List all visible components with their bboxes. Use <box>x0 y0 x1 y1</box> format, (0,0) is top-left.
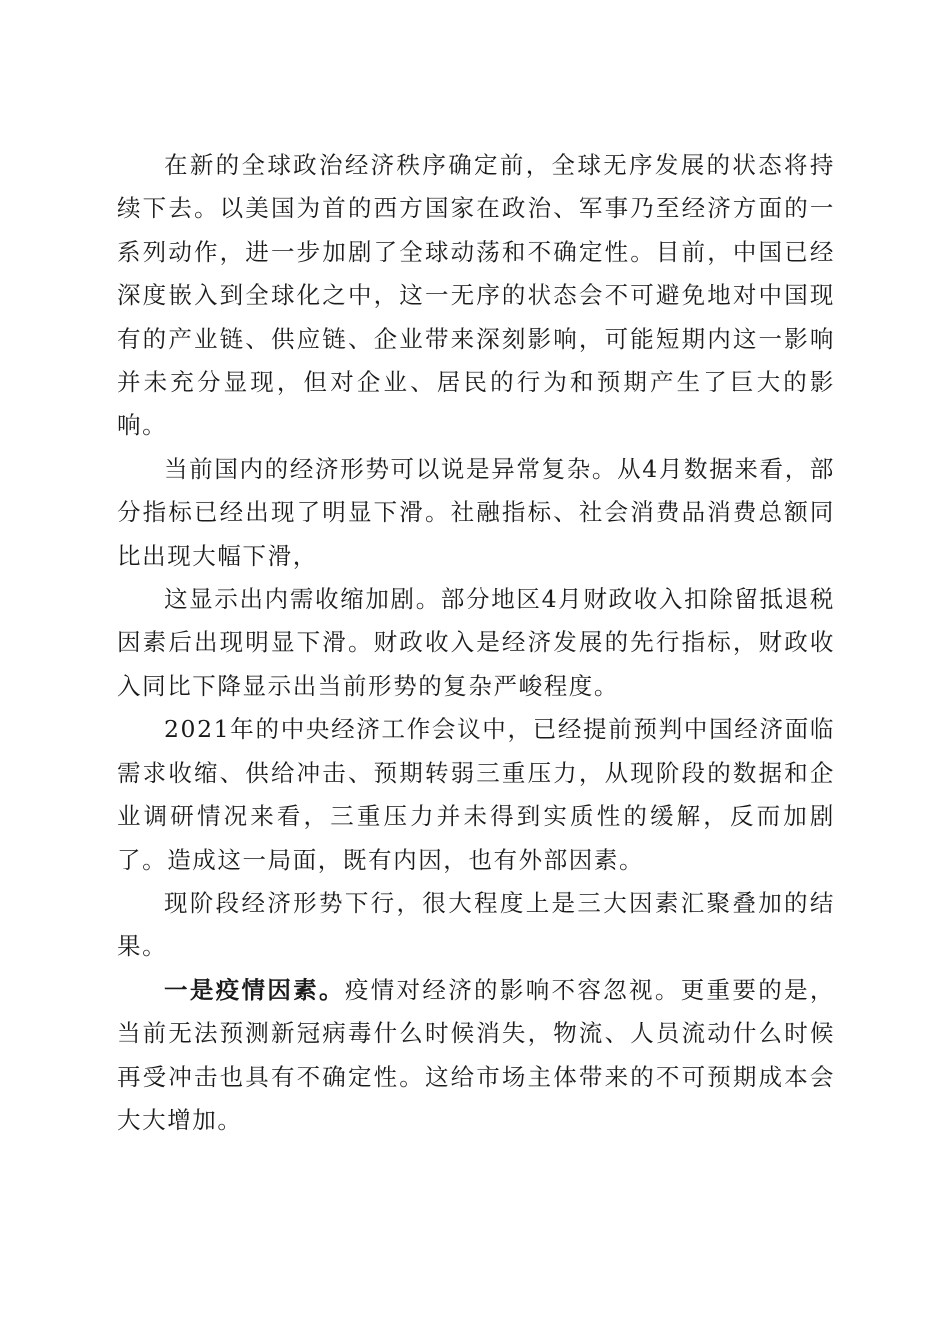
paragraph-economic-work-conference: 2021年的中央经济工作会议中，已经提前预判中国经济面临需求收缩、供给冲击、预期转弱三重压力，从现阶段的数据和企业调研情况来看，三重压力并未得到实质性的缓解，反而加剧了。造成这一局面，既有内因，也有外部因素。 <box>117 715 835 874</box>
paragraph-demand-contraction: 这显示出内需收缩加剧。部分地区4月财政收入扣除留抵退税因素后出现明显下滑。财政收入是经济发展的先行指标，财政收入同比下降显示出当前形势的复杂严峻程度。 <box>117 585 835 700</box>
paragraph-global-disorder: 在新的全球政治经济秩序确定前，全球无序发展的状态将持续下去。以美国为首的西方国家在政治、军事乃至经济方面的一系列动作，进一步加剧了全球动荡和不确定性。目前，中国已经深度嵌入到全球化之中，这一无序的状态会不可避免地对中国现有的产业链、供应链、企业带来深刻影响，可能短期内这一影响并未充分显现，但对企业、居民的行为和预期产生了巨大的影响。 <box>117 151 835 440</box>
paragraph-domestic-situation: 当前国内的经济形势可以说是异常复杂。从4月数据来看，部分指标已经出现了明显下滑。社融指标、社会消费品消费总额同比出现大幅下滑， <box>117 454 835 570</box>
paragraph-three-factors: 现阶段经济形势下行，很大程度上是三大因素汇聚叠加的结果。 <box>117 888 835 961</box>
paragraph-lead-phrase: 一是疫情因素。 <box>164 975 345 1004</box>
document-body <box>117 144 835 1142</box>
paragraph-epidemic-text: 疫情对经济的影响不容忽视。更重要的是，当前无法预测新冠病毒什么时候消失，物流、人员流动什么时候再受冲击也具有不确定性。这给市场主体带来的不可预期成本会大大增加。 <box>117 975 835 1134</box>
paragraph-epidemic-factor <box>117 969 835 1143</box>
